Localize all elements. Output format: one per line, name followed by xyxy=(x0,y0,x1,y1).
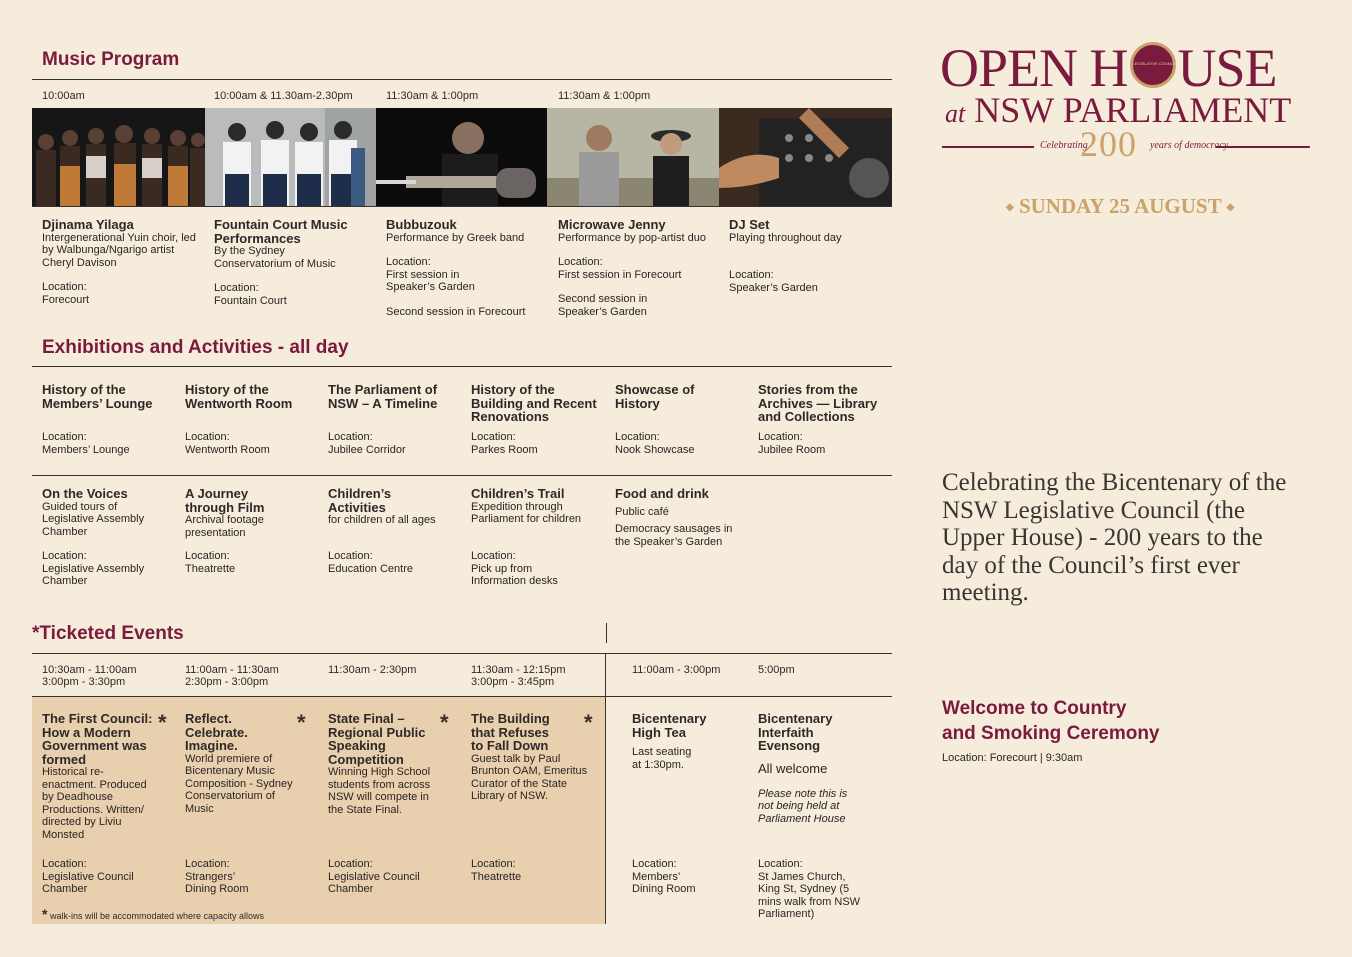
years-text: years of democracy xyxy=(1150,140,1229,151)
exhibit-desc: Archival footage presentation xyxy=(185,514,264,539)
event-desc: All welcome xyxy=(758,760,828,776)
event-desc: Last seating at 1:30pm. xyxy=(632,746,692,771)
music-item-dj-set xyxy=(729,218,889,294)
location-value: Theatrette xyxy=(471,870,522,883)
location-label: Location: xyxy=(42,431,87,443)
location-block xyxy=(758,858,868,921)
event-time-evensong: 5:00pm xyxy=(758,664,795,676)
location-block xyxy=(471,858,521,883)
event-name: Fountain Court Music Performances xyxy=(214,217,348,246)
celebrating-text: Celebrating xyxy=(1040,140,1088,151)
two-hundred-number: 200 xyxy=(1080,124,1137,164)
choir-photo xyxy=(32,108,205,206)
ticket-first-council xyxy=(42,712,162,842)
location-label: Location: xyxy=(42,281,87,294)
divider xyxy=(605,653,606,924)
seal-text: LEGISLATIVE COUNCIL xyxy=(1132,61,1177,66)
location-label: Location: xyxy=(185,431,230,443)
location-label: Location: xyxy=(214,282,259,295)
star-icon: * xyxy=(158,710,167,735)
diamond-icon: ◆ xyxy=(1226,202,1235,213)
event-name: Djinama Yilaga xyxy=(42,217,134,232)
food-line-2: Democracy sausages in the Speaker’s Garden xyxy=(615,523,733,548)
exhibit-name: History of the Building and Recent Renovations xyxy=(471,382,597,424)
exhibit-childrens-activities xyxy=(328,487,463,527)
tagline: Celebrating the Bicentenary of the NSW Legislative Council (the Upper House) - 200 years to the day of the Council’s first ever meeting. xyxy=(942,469,1287,606)
star-icon: * xyxy=(297,710,306,735)
event-name: Bubbuzouk xyxy=(386,217,457,232)
exhibit-on-the-voices xyxy=(42,487,177,538)
music-time-2: 10:00am & 11.30am-2.30pm xyxy=(214,90,353,102)
at-word: at xyxy=(945,99,966,128)
nsw-parliament-text: NSW PARLIAMENT xyxy=(974,90,1292,130)
exhibit-desc: Expedition through Parliament for children xyxy=(471,500,582,526)
location-label: Location: xyxy=(42,550,87,562)
event-name: The Building that Refuses to Fall Down xyxy=(471,711,550,753)
location-block xyxy=(632,858,712,896)
event-desc: Performance by Greek band xyxy=(386,231,525,244)
location-value: Pick up from Information desks xyxy=(471,562,558,588)
music-item-microwave-jenny xyxy=(558,218,718,318)
music-time-3: 11:30am & 1:00pm xyxy=(386,90,479,102)
location-block xyxy=(328,858,428,896)
divider xyxy=(606,623,607,643)
welcome-title-line-1: Welcome to Country xyxy=(942,698,1127,719)
event-desc: Intergenerational Yuin choir, led by Walbunga/Ngarigo artist Cheryl Davison xyxy=(42,231,196,269)
music-item-djinama xyxy=(42,218,202,306)
music-time-1: 10:00am xyxy=(42,90,85,102)
event-name: Reflect. Celebrate. Imagine. xyxy=(185,711,248,753)
event-desc: World premiere of Bicentenary Music Composition - Sydney Conservatorium of Music xyxy=(185,752,293,815)
location-label: Location: xyxy=(386,256,431,269)
ensemble-photo xyxy=(205,108,376,206)
divider xyxy=(32,696,892,697)
exhibitions-title: Exhibitions and Activities - all day xyxy=(42,337,349,358)
star-icon: * xyxy=(584,710,593,735)
event-name: The First Council: How a Modern Government was formed xyxy=(42,711,153,767)
location-value: St James Church, King St, Sydney (5 mins walk from NSW Parliament) xyxy=(758,870,861,921)
location-value: Forecourt xyxy=(42,293,90,306)
location-block xyxy=(42,550,157,588)
location-block xyxy=(471,550,571,588)
exhibit-name: History of the Wentworth Room xyxy=(185,382,293,411)
event-name: Bicentenary Interfaith Evensong xyxy=(758,711,833,753)
event-time-high-tea: 11:00am - 3:00pm xyxy=(632,664,721,676)
ticket-time-3: 11:30am - 2:30pm xyxy=(328,664,417,676)
event-name: State Final – Regional Public Speaking Competition xyxy=(328,711,426,767)
location-value: Parkes Room xyxy=(471,444,538,456)
ticket-time-4: 11:30am - 12:15pm 3:00pm - 3:45pm xyxy=(471,664,566,688)
event-desc: Historical re-enactment. Produced by Deadhouse Productions. Written/ directed by Liviu Monsted xyxy=(42,766,147,841)
exhibit-name: Showcase of History xyxy=(615,382,695,411)
location-label: Location: xyxy=(558,256,603,269)
exhibit-journey-film xyxy=(185,487,320,539)
star-icon: * xyxy=(42,906,48,922)
star-icon: * xyxy=(32,623,40,644)
exhibit-name: Children’s Trail xyxy=(471,486,565,501)
exhibit-archives xyxy=(758,383,893,424)
event-name: Microwave Jenny xyxy=(558,217,666,232)
divider xyxy=(1216,146,1310,148)
welcome-location: Location: Forecourt | 9:30am xyxy=(942,752,1083,764)
exhibit-timeline xyxy=(328,383,463,410)
music-time-4: 11:30am & 1:00pm xyxy=(558,90,651,102)
date-text: SUNDAY 25 AUGUST xyxy=(1018,194,1222,218)
location-value: Speaker’s Garden xyxy=(729,281,818,294)
open-house-heading xyxy=(940,38,1277,98)
location-label: Location: xyxy=(328,431,373,443)
location-value: Jubilee Corridor xyxy=(328,444,406,456)
divider xyxy=(32,79,892,80)
exhibit-name: History of the Members’ Lounge xyxy=(42,382,153,411)
event-name: DJ Set xyxy=(729,217,770,232)
heading-part-1: OPEN H xyxy=(940,38,1128,98)
music-item-bubbuzouk xyxy=(386,218,546,318)
location-value: Wentworth Room xyxy=(185,444,270,456)
exhibit-building-history xyxy=(471,383,606,424)
ticketed-title xyxy=(32,623,184,645)
location-label: Location: xyxy=(42,858,87,870)
exhibit-name: The Parliament of NSW – A Timeline xyxy=(328,382,438,411)
exhibit-childrens-trail xyxy=(471,487,606,526)
location-value: Strangers’ Dining Room xyxy=(185,870,249,896)
walk-in-note xyxy=(42,906,264,922)
location-extra: Second session in Speaker’s Garden xyxy=(558,293,648,318)
divider xyxy=(32,366,892,367)
food-and-drink xyxy=(615,487,750,548)
exhibit-desc: Guided tours of Legislative Assembly Chamber xyxy=(42,500,145,538)
location-label: Location: xyxy=(471,550,516,562)
band-photo xyxy=(376,108,547,206)
ticket-time-2: 11:00am - 11:30am 2:30pm - 3:00pm xyxy=(185,664,279,688)
location-value: Theatrette xyxy=(185,562,236,575)
location-label: Location: xyxy=(471,858,516,870)
exhibit-name: Stories from the Archives — Library and Collections xyxy=(758,382,878,424)
location-block xyxy=(185,550,235,575)
location-label: Location: xyxy=(471,431,516,443)
location-label: Location: xyxy=(758,858,803,870)
event-desc: By the Sydney Conservatorium of Music xyxy=(214,245,336,270)
ticket-time-1: 10:30am - 11:00am 3:00pm - 3:30pm xyxy=(42,664,137,688)
ticket-reflect xyxy=(185,712,305,815)
location-value: Jubilee Room xyxy=(758,444,826,456)
location-value: First session in Speaker’s Garden xyxy=(386,268,475,294)
location-value: First session in Forecourt xyxy=(558,268,682,281)
event-desc: Guest talk by Paul Brunton OAM, Emeritus Curator of the State Library of NSW. xyxy=(471,752,588,803)
location-label: Location: xyxy=(729,269,774,282)
event-desc: Winning High School students from across NSW will compete in the State Final. xyxy=(328,766,431,816)
exhibit-showcase xyxy=(615,383,750,410)
location-extra: Second session in Forecourt xyxy=(386,305,526,318)
location-label: Location: xyxy=(328,550,373,562)
event-name: Bicentenary High Tea xyxy=(632,711,707,740)
welcome-title-line-2: and Smoking Ceremony xyxy=(942,723,1160,744)
dj-photo xyxy=(719,108,892,206)
food-line-1: Public café xyxy=(615,505,669,518)
music-item-fountain xyxy=(214,218,374,307)
diamond-icon: ◆ xyxy=(1006,202,1014,213)
location-block xyxy=(42,858,142,896)
location-label: Location: xyxy=(185,858,230,870)
location-label: Location: xyxy=(328,858,373,870)
location-label: Location: xyxy=(615,431,660,443)
divider xyxy=(32,206,892,207)
ticketed-title-text: Ticketed Events xyxy=(39,623,184,644)
location-value: Education Centre xyxy=(328,562,413,575)
food-title: Food and drink xyxy=(615,486,709,501)
duo-photo xyxy=(547,108,719,206)
location-block xyxy=(185,858,265,896)
location-block xyxy=(328,550,413,575)
event-desc: Performance by pop-artist duo xyxy=(558,231,706,244)
location-label: Location: xyxy=(758,431,803,443)
divider xyxy=(32,475,892,476)
exhibit-name: Children’s Activities xyxy=(328,486,392,515)
event-desc: Playing throughout day xyxy=(729,231,842,244)
crown-seal-icon xyxy=(1130,42,1176,88)
event-evensong xyxy=(758,712,878,825)
location-value: Legislative Council Chamber xyxy=(42,870,134,896)
event-note: Please note this is not being held at Parliament House xyxy=(758,787,848,825)
location-value: Legislative Assembly Chamber xyxy=(42,562,145,588)
event-date xyxy=(1006,194,1234,219)
divider xyxy=(942,146,1034,148)
location-value: Members’ Lounge xyxy=(42,444,130,456)
star-icon: * xyxy=(440,710,449,735)
ticket-building xyxy=(471,712,596,803)
exhibit-name: On the Voices xyxy=(42,486,128,501)
walk-in-note-text: walk-ins will be accommodated where capacity allows xyxy=(49,911,265,921)
location-value: Members’ Dining Room xyxy=(632,870,696,896)
exhibit-wentworth-room xyxy=(185,383,320,410)
divider xyxy=(32,653,892,654)
exhibit-name: A Journey through Film xyxy=(185,486,265,515)
ticket-state-final xyxy=(328,712,448,816)
welcome-title xyxy=(942,696,1160,746)
location-value: Nook Showcase xyxy=(615,444,695,456)
location-value: Fountain Court xyxy=(214,294,287,307)
location-label: Location: xyxy=(185,550,230,562)
location-label: Location: xyxy=(632,858,677,870)
exhibit-desc: for children of all ages xyxy=(328,514,436,526)
event-high-tea xyxy=(632,712,742,771)
music-program-title: Music Program xyxy=(42,49,180,70)
exhibit-members-lounge xyxy=(42,383,177,410)
heading-part-2: USE xyxy=(1177,38,1277,98)
location-value: Legislative Council Chamber xyxy=(328,870,420,896)
